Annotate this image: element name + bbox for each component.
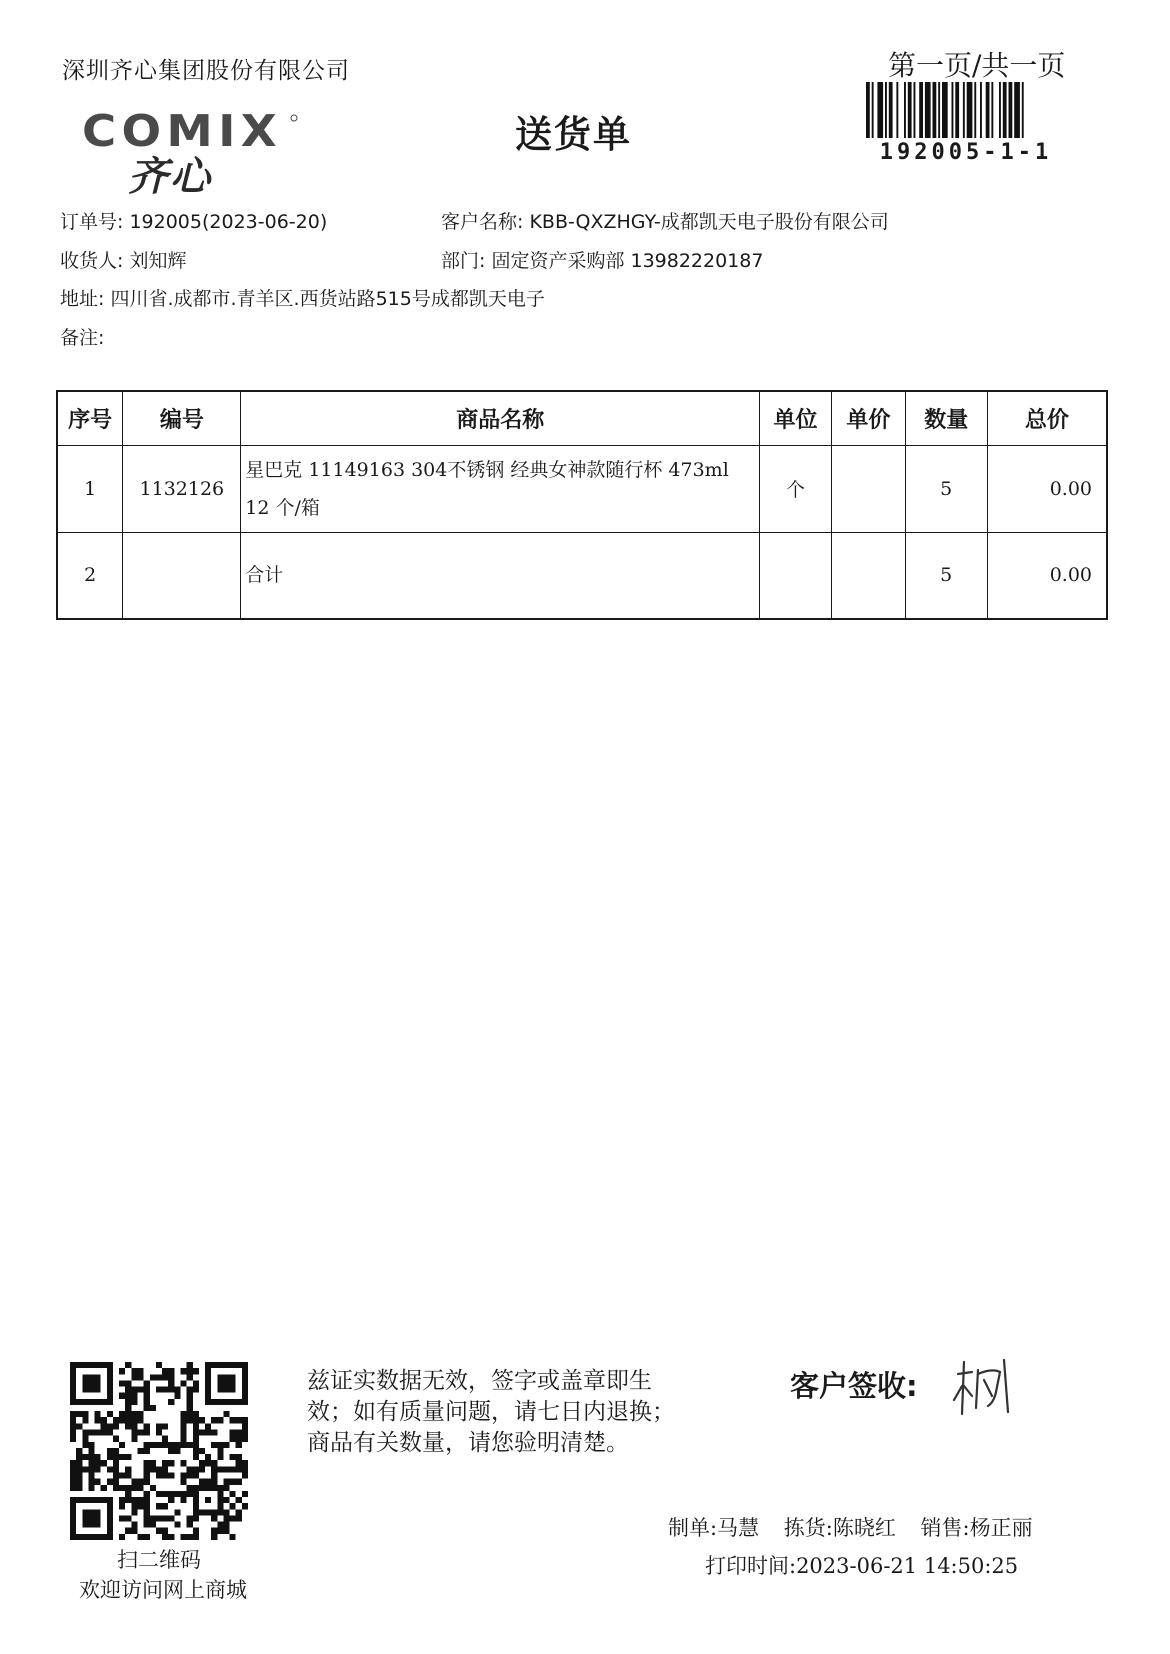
header-price: 单价 — [831, 391, 905, 445]
table-row-total — [57, 532, 1107, 619]
notice-line: 兹证实数据无效，签字或盖章即生 — [307, 1368, 652, 1394]
header-code: 编号 — [123, 391, 241, 445]
table-row — [57, 445, 1107, 532]
subtotal-label: 合计 — [245, 564, 284, 587]
note-label: 备注: — [60, 327, 105, 349]
customer-name-field — [441, 207, 889, 234]
handwritten-signature — [948, 1352, 1018, 1422]
print-time: 打印时间:2023-06-21 14:50:25 — [705, 1554, 1019, 1578]
order-number-field — [60, 207, 327, 234]
picker: 拣货:陈晓红 — [783, 1516, 896, 1540]
barcode-number: 192005-1-1 — [879, 140, 1053, 165]
cell-code: 1132126 — [123, 445, 241, 532]
cell-code — [123, 532, 241, 619]
company-name: 深圳齐心集团股份有限公司 — [62, 58, 350, 84]
header-unit: 单位 — [760, 391, 832, 445]
notice-text — [307, 1366, 707, 1459]
receiver-value: 刘知辉 — [129, 250, 187, 272]
cell-unit — [760, 532, 832, 619]
customer-signature-label: 客户签收: — [790, 1369, 918, 1403]
cell-qty: 5 — [905, 532, 987, 619]
receiver-label: 收货人: — [60, 250, 124, 272]
page-indicator: 第一页/共一页 — [888, 49, 1066, 82]
logo-text-cn: 齐心 — [128, 154, 212, 196]
department-value: 固定资产采购部 13982220187 — [491, 250, 764, 272]
address-field — [60, 284, 545, 311]
cell-price — [831, 445, 905, 532]
department-field — [441, 246, 763, 273]
receiver-field — [60, 246, 186, 273]
header-product-name: 商品名称 — [241, 391, 760, 445]
items-table — [56, 390, 1108, 620]
notice-line: 效；如有质量问题，请七日内退换； — [307, 1399, 675, 1425]
qr-caption-scan: 扫二维码 — [117, 1548, 201, 1572]
seller: 销售:杨正丽 — [920, 1516, 1033, 1540]
comix-logo — [82, 104, 312, 196]
staff-info — [668, 1512, 1051, 1542]
product-name-line2: 12 个/箱 — [245, 496, 320, 519]
customer-value: KBB-QXZHGY-成都凯天电子股份有限公司 — [529, 211, 889, 233]
cell-seq: 1 — [57, 445, 123, 532]
cell-product-name — [241, 445, 760, 532]
qr-code — [70, 1362, 248, 1540]
cell-total: 0.00 — [987, 445, 1107, 532]
note-field — [60, 323, 104, 350]
table-header-row — [57, 391, 1107, 445]
order-value: 192005(2023-06-20) — [129, 211, 328, 233]
notice-line: 商品有关数量，请您验明清楚。 — [307, 1430, 629, 1456]
cell-unit: 个 — [760, 445, 832, 532]
qr-caption-welcome: 欢迎访问网上商城 — [79, 1578, 247, 1602]
header-total: 总价 — [987, 391, 1107, 445]
order-label: 订单号: — [60, 211, 124, 233]
header-qty: 数量 — [905, 391, 987, 445]
logo-text-en: COMIX — [82, 106, 282, 157]
cell-price — [831, 532, 905, 619]
customer-label: 客户名称: — [441, 211, 524, 233]
cell-product-name — [241, 532, 760, 619]
address-value: 四川省.成都市.青羊区.西货站路515号成都凯天电子 — [110, 288, 545, 310]
department-label: 部门: — [441, 250, 486, 272]
document-title: 送货单 — [515, 113, 632, 156]
address-label: 地址: — [60, 288, 105, 310]
maker: 制单:马慧 — [668, 1516, 760, 1540]
cell-total: 0.00 — [987, 532, 1107, 619]
header-seq: 序号 — [57, 391, 123, 445]
barcode — [866, 82, 1066, 138]
cell-seq: 2 — [57, 532, 123, 619]
product-name-line1: 星巴克 11149163 304不锈钢 经典女神款随行杯 473ml — [245, 458, 729, 481]
cell-qty: 5 — [905, 445, 987, 532]
